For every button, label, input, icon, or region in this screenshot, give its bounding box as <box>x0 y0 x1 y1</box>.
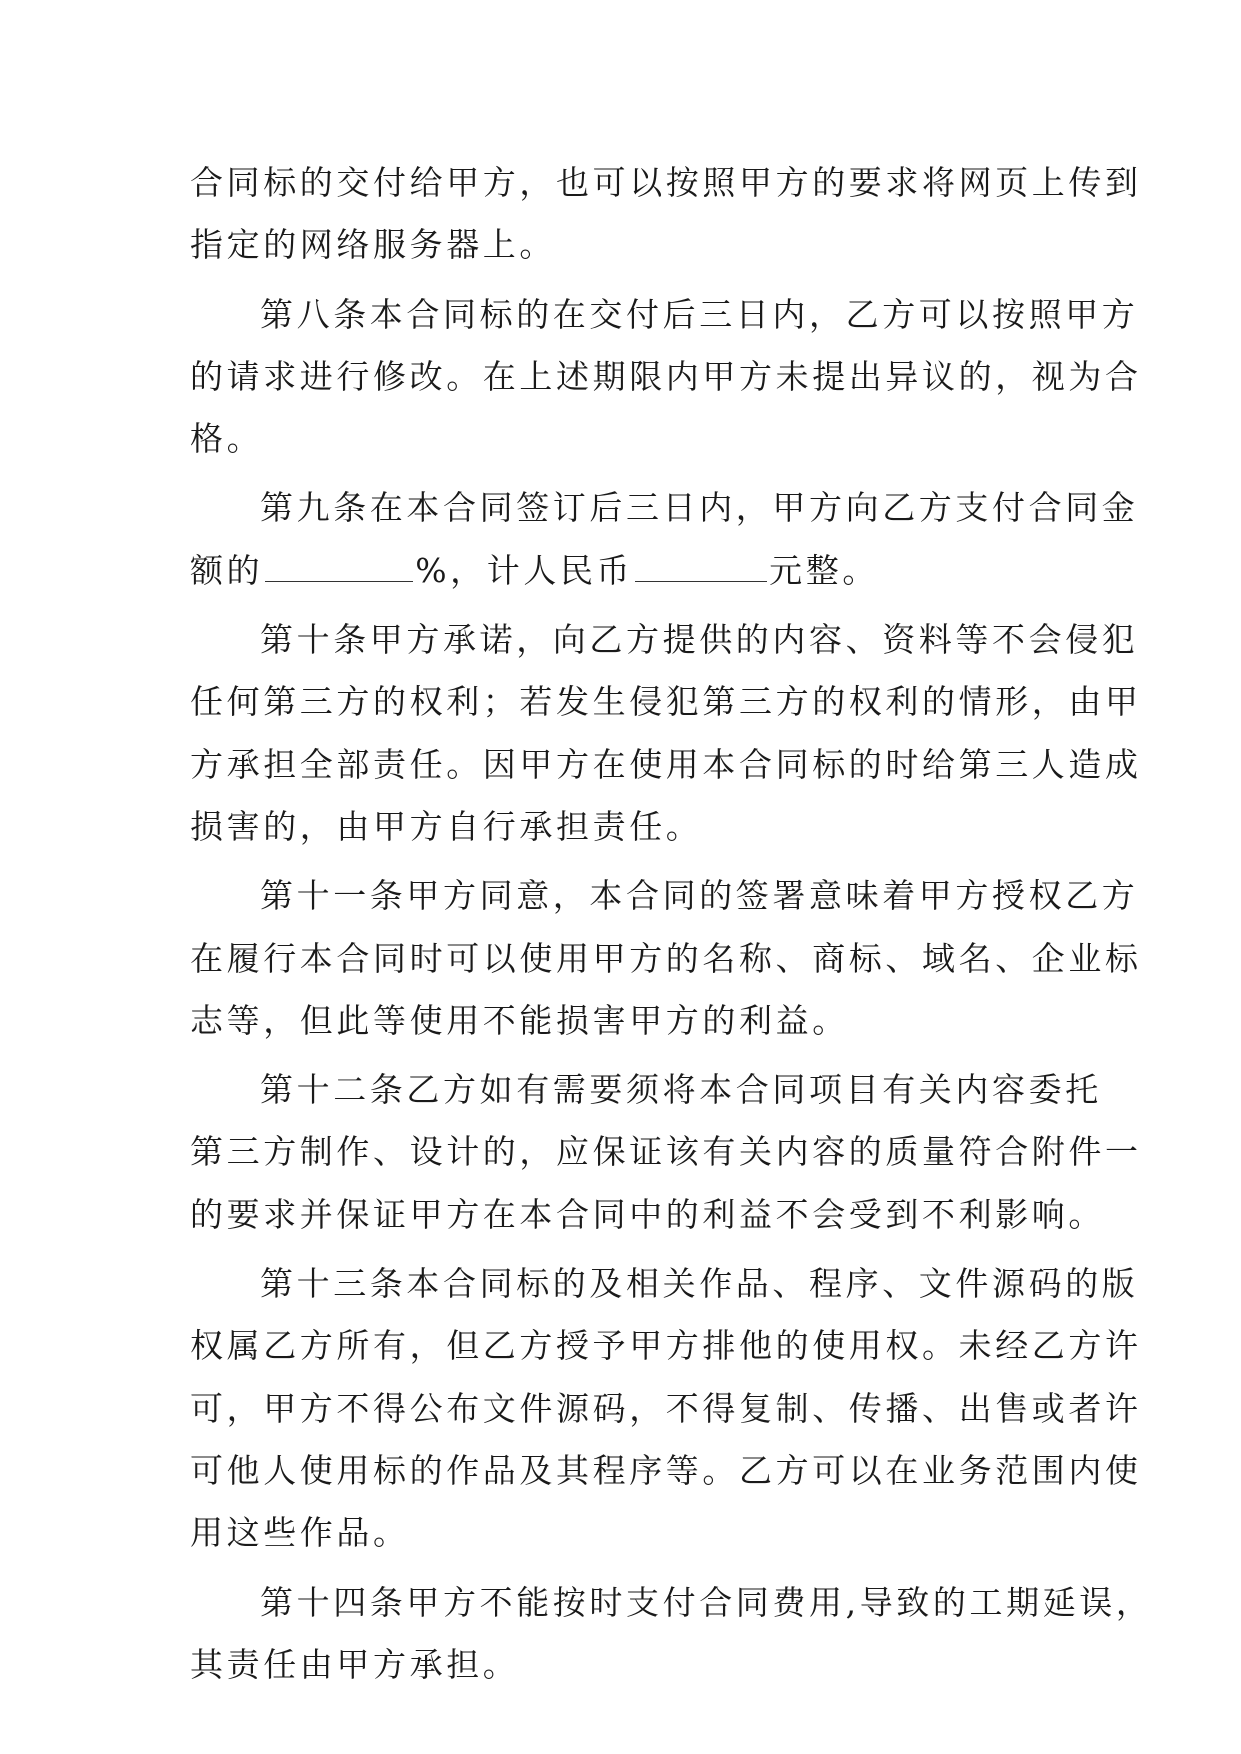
text-line: 第八条本合同标的在交付后三日内，乙方可以按照甲方 <box>260 294 1139 334</box>
article-11-paragraph <box>190 865 1142 1052</box>
percentage-blank <box>265 555 413 582</box>
text-line: 任何第三方的权利；若发生侵犯第三方的权利的情形，由甲 <box>190 682 1142 722</box>
text-line: 志等，但此等使用不能损害甲方的利益。 <box>190 1000 849 1040</box>
article-13-paragraph <box>190 1253 1142 1564</box>
article-10-paragraph <box>190 609 1142 858</box>
intro-paragraph <box>190 152 1142 277</box>
text-line: 可他人使用标的作品及其程序等。乙方可以在业务范围内使 <box>190 1450 1142 1490</box>
document-body <box>190 152 1153 1696</box>
article-8-paragraph <box>190 284 1142 471</box>
text-fragment: 元整。 <box>769 550 879 590</box>
text-line: 其责任由甲方承担。 <box>190 1644 520 1684</box>
text-line: 用这些作品。 <box>190 1513 410 1553</box>
article-9-paragraph <box>190 477 1139 602</box>
article-14-paragraph <box>190 1572 1153 1697</box>
text-line: 第十二条乙方如有需要须将本合同项目有关内容委托 <box>260 1070 1102 1110</box>
text-line: 第三方制作、设计的，应保证该有关内容的质量符合附件一 <box>190 1132 1142 1172</box>
article-12-paragraph <box>190 1059 1142 1246</box>
text-line-with-blanks <box>190 540 1050 602</box>
text-line: 方承担全部责任。因甲方在使用本合同标的时给第三人造成 <box>190 744 1142 784</box>
text-line: 可，甲方不得公布文件源码，不得复制、传播、出售或者许 <box>190 1388 1142 1428</box>
text-line: 第九条在本合同签订后三日内，甲方向乙方支付合同金 <box>260 488 1139 528</box>
text-line: 第十一条甲方同意，本合同的签署意味着甲方授权乙方 <box>260 876 1139 916</box>
text-line: 格。 <box>190 419 264 459</box>
text-line: 权属乙方所有，但乙方授予甲方排他的使用权。未经乙方许 <box>190 1326 1142 1366</box>
text-line: 第十条甲方承诺，向乙方提供的内容、资料等不会侵犯 <box>260 620 1139 660</box>
text-line: 的请求进行修改。在上述期限内甲方未提出异议的，视为合 <box>190 356 1142 396</box>
text-line: 第十四条甲方不能按时支付合同费用,导致的工期延误， <box>260 1582 1153 1622</box>
amount-blank <box>635 555 767 582</box>
text-line: 在履行本合同时可以使用甲方的名称、商标、域名、企业标 <box>190 938 1142 978</box>
text-line: 第十三条本合同标的及相关作品、程序、文件源码的版 <box>260 1264 1139 1304</box>
text-line: 的要求并保证甲方在本合同中的利益不会受到不利影响。 <box>190 1194 1105 1234</box>
text-line: 指定的网络服务器上。 <box>190 225 556 265</box>
text-line: 损害的，由甲方自行承担责任。 <box>190 806 703 846</box>
text-line: 合同标的交付给甲方，也可以按照甲方的要求将网页上传到 <box>190 163 1142 202</box>
text-fragment: 额的 <box>190 550 264 590</box>
text-fragment: %，计人民币 <box>415 550 634 590</box>
